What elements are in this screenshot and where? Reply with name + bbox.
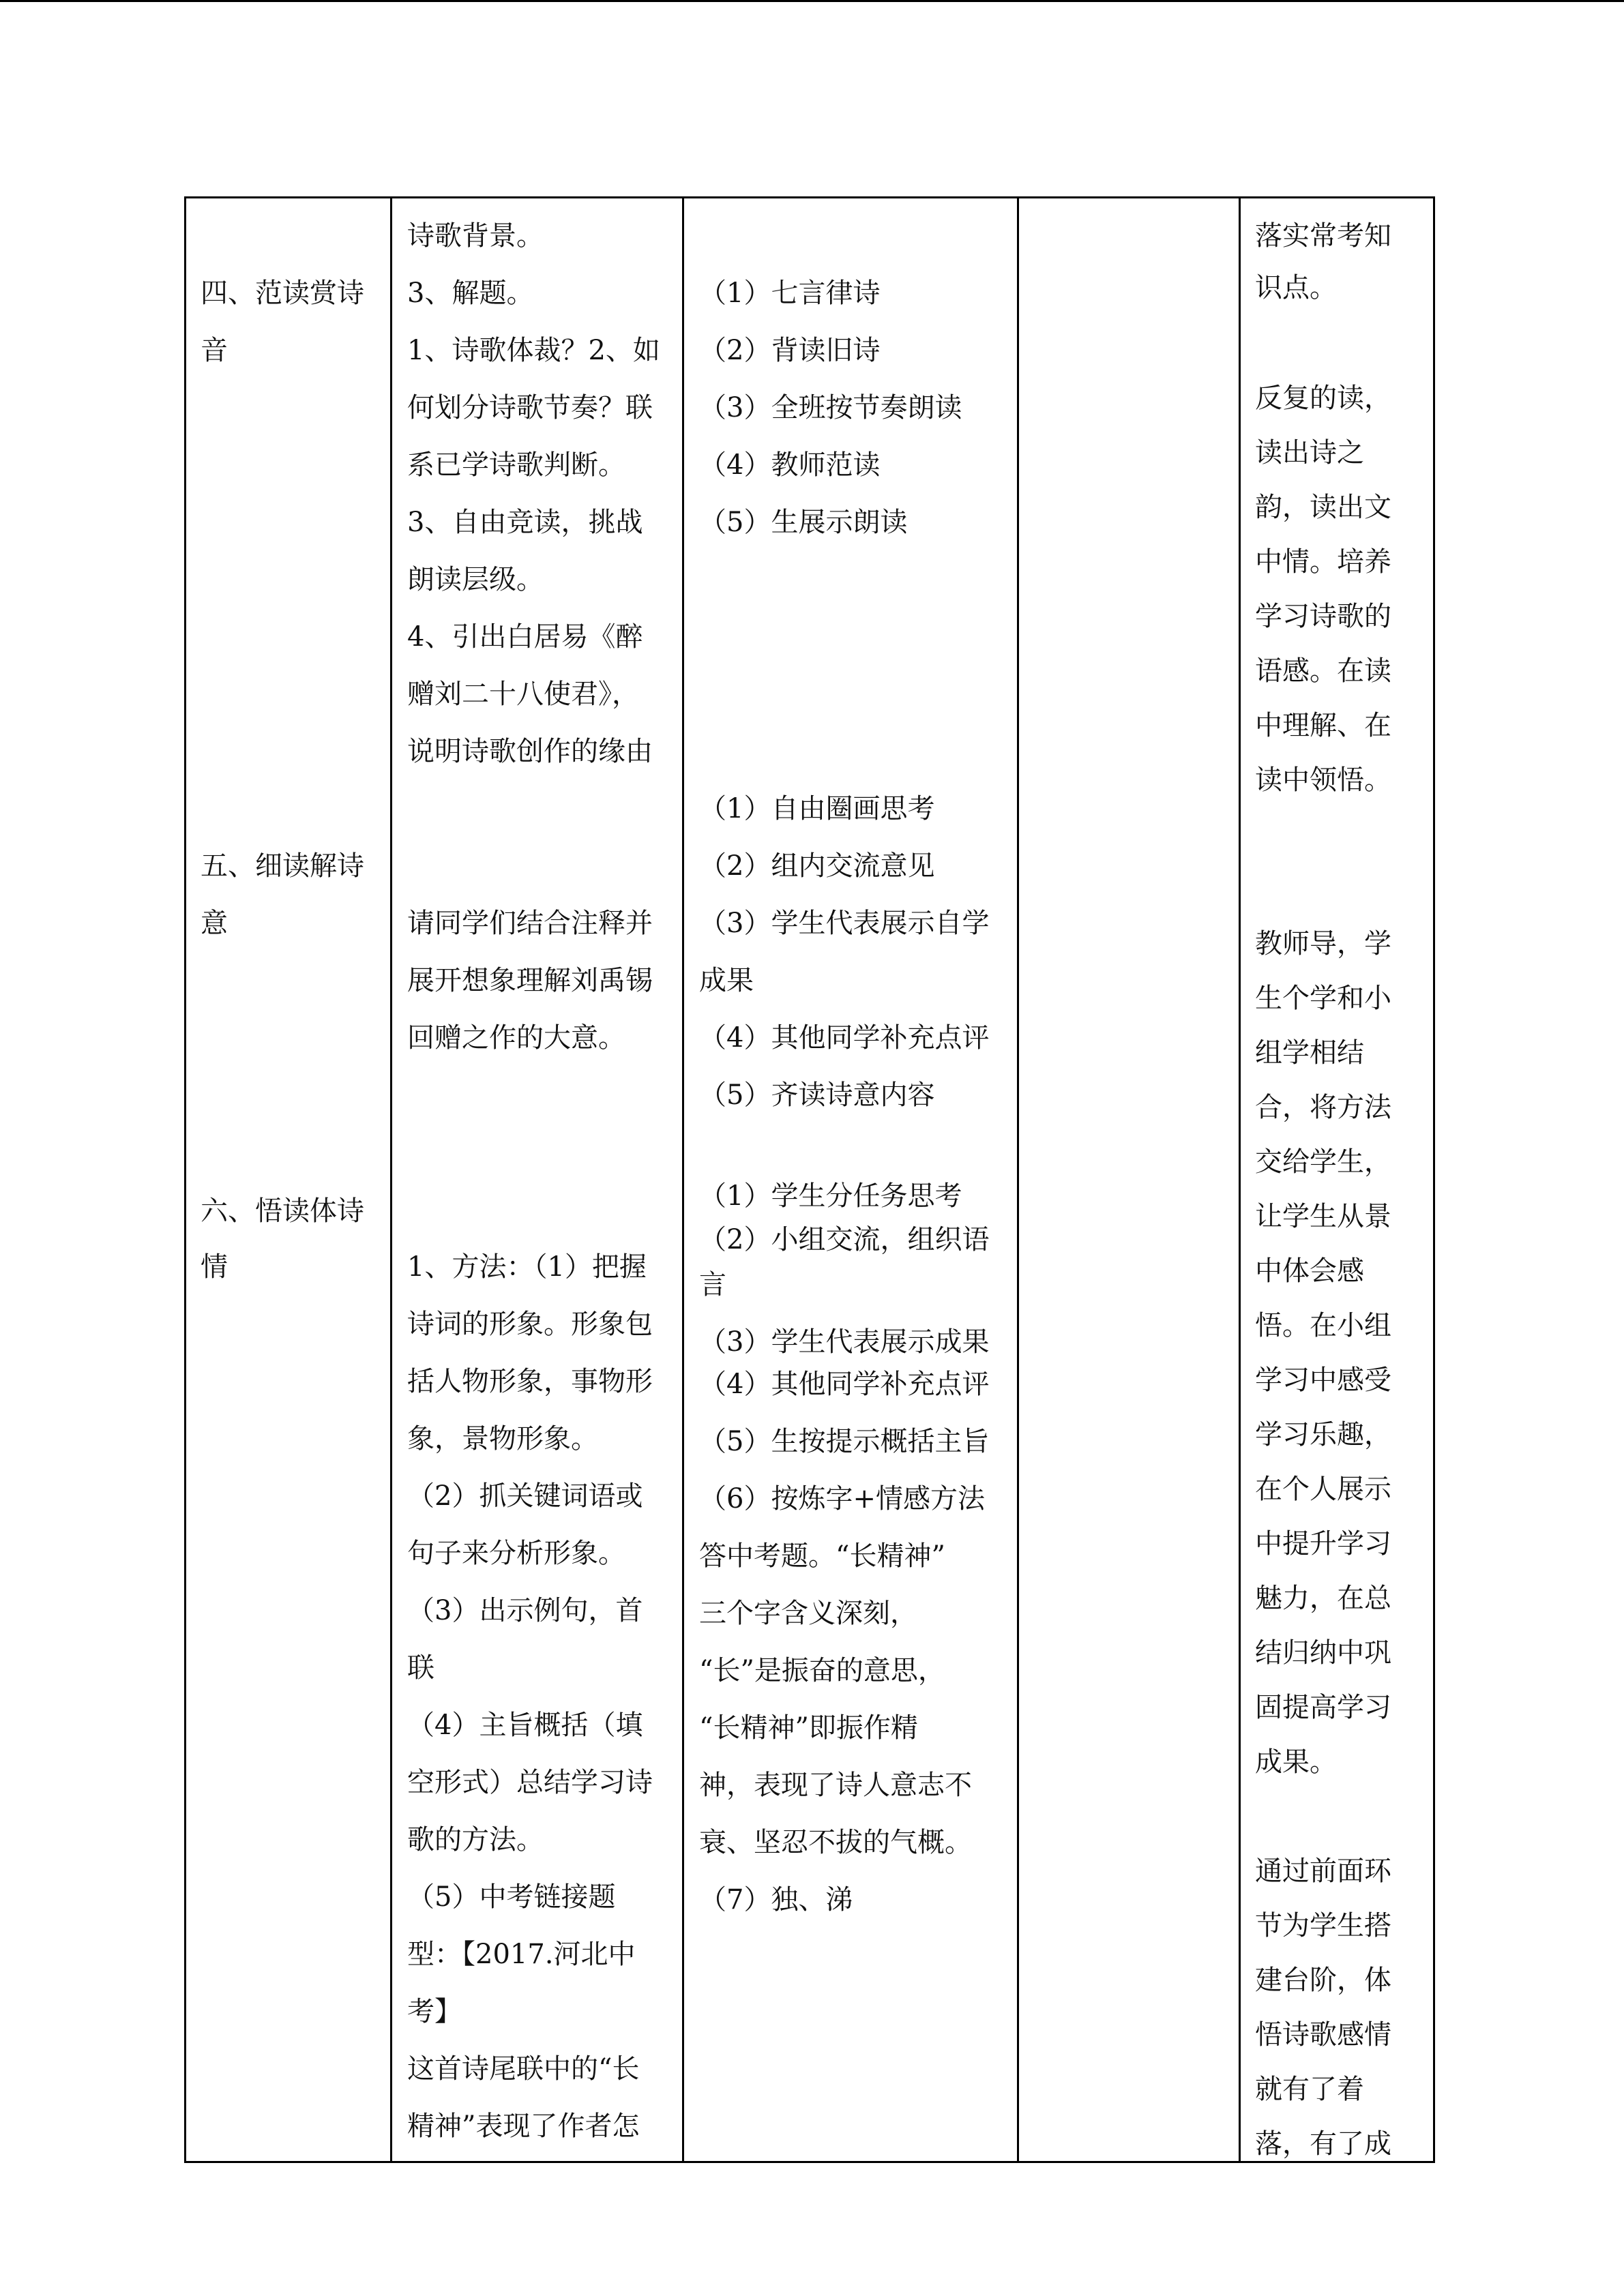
- student-line: 成果: [699, 965, 754, 996]
- intent-line: 让学生从景: [1255, 1201, 1391, 1232]
- intent-line: 读出诗之: [1255, 437, 1364, 468]
- intent-line: 固提高学习: [1255, 1692, 1391, 1723]
- intent-line: 落，有了成: [1255, 2128, 1391, 2160]
- teacher-line: 歌的方法。: [407, 1824, 544, 1855]
- teacher-line: 朗读层级。: [407, 564, 544, 595]
- intent-line: 魅力，在总: [1255, 1583, 1391, 1614]
- teacher-line: 请同学们结合注释并: [407, 908, 653, 939]
- intent-line: 落实常考知: [1255, 220, 1391, 252]
- intent-line: 学习中感受: [1255, 1365, 1391, 1396]
- intent-line: 中提升学习: [1255, 1528, 1391, 1560]
- student-line: 三个字含义深刻，: [699, 1598, 917, 1629]
- teacher-line: 赠刘二十八使君》，: [407, 679, 639, 710]
- column-divider: [390, 196, 392, 2163]
- student-line: （3）学生代表展示自学: [699, 908, 990, 939]
- stage-6-heading-cont: 情: [201, 1251, 228, 1283]
- intent-line: 通过前面环: [1255, 1855, 1391, 1887]
- intent-line: 成果。: [1255, 1746, 1337, 1778]
- student-line: （2）组内交流意见: [699, 850, 935, 882]
- teacher-line: （2）抓关键词语或: [407, 1480, 643, 1512]
- student-line: （3）学生代表展示成果: [699, 1326, 990, 1358]
- teacher-line: 象，景物形象。: [407, 1423, 598, 1455]
- teacher-line: 展开想象理解刘禹锡: [407, 965, 653, 996]
- student-line: （4）其他同学补充点评: [699, 1369, 990, 1400]
- student-line: （3）全班按节奏朗读: [699, 392, 962, 423]
- student-line: “长精神”即振作精: [699, 1712, 918, 1744]
- teacher-line: 联: [407, 1652, 434, 1684]
- intent-line: 组学相结: [1255, 1037, 1364, 1069]
- teacher-line: 诗歌背景。: [407, 220, 544, 252]
- page-top-border: [0, 0, 1624, 2]
- student-line: （2）背读旧诗: [699, 335, 881, 366]
- intent-line: 韵，读出文: [1255, 492, 1391, 523]
- intent-line: 交给学生，: [1255, 1146, 1391, 1178]
- student-line: （5）齐读诗意内容: [699, 1079, 935, 1111]
- teacher-line: 这首诗尾联中的“长: [407, 2053, 640, 2085]
- teacher-line: 系已学诗歌判断。: [407, 449, 625, 481]
- teacher-line: 括人物形象，事物形: [407, 1366, 653, 1397]
- intent-line: 建台阶，体: [1255, 1965, 1391, 1996]
- teacher-line: 3、自由竞读，挑战: [407, 507, 643, 538]
- student-line: （2）小组交流，组织语: [699, 1224, 990, 1255]
- intent-line: 悟。在小组: [1255, 1310, 1391, 1341]
- stage-5-heading-cont: 意: [201, 908, 228, 939]
- student-line: （1）七言律诗: [699, 278, 881, 309]
- column-divider: [682, 196, 684, 2163]
- column-divider: [1017, 196, 1019, 2163]
- stage-6-heading: 六、悟读体诗: [201, 1195, 364, 1227]
- intent-line: 识点。: [1255, 272, 1337, 303]
- teacher-line: （4）主旨概括（填: [407, 1710, 643, 1741]
- teacher-line: 1、诗歌体裁？2、如: [407, 335, 660, 366]
- teacher-line: （5）中考链接题: [407, 1881, 616, 1913]
- teacher-line: （3）出示例句，首: [407, 1595, 643, 1626]
- teacher-line: 型：【2017.河北中: [407, 1939, 636, 1970]
- teacher-line: 考】: [407, 1996, 462, 2027]
- teacher-line: 说明诗歌创作的缘由: [407, 736, 653, 767]
- teacher-line: 精神”表现了作者怎: [407, 2111, 640, 2142]
- intent-line: 合，将方法: [1255, 1092, 1391, 1123]
- teacher-line: 3、解题。: [407, 278, 534, 309]
- student-line: 衰、坚忍不拔的气概。: [699, 1827, 972, 1858]
- student-line: 答中考题。“长精神”: [699, 1540, 945, 1572]
- teacher-line: 诗词的形象。形象包: [407, 1309, 653, 1340]
- intent-line: 节为学生搭: [1255, 1910, 1391, 1941]
- teacher-line: 4、引出白居易《醉: [407, 621, 643, 653]
- intent-line: 就有了着: [1255, 2074, 1364, 2105]
- stage-5-heading: 五、细读解诗: [201, 850, 364, 882]
- teacher-line: 何划分诗歌节奏？联: [407, 392, 653, 423]
- intent-line: 中理解、在: [1255, 710, 1391, 741]
- student-line: （4）其他同学补充点评: [699, 1022, 990, 1054]
- teacher-line: 回赠之作的大意。: [407, 1022, 625, 1054]
- student-line: （1）自由圈画思考: [699, 793, 935, 824]
- intent-line: 反复的读，: [1255, 383, 1391, 414]
- intent-line: 生个学和小: [1255, 983, 1391, 1014]
- teacher-line: 空形式）总结学习诗: [407, 1767, 653, 1798]
- intent-line: 学习乐趣，: [1255, 1419, 1391, 1450]
- student-line: （7）独、涕: [699, 1884, 853, 1915]
- stage-4-heading: 四、范读赏诗: [201, 278, 364, 309]
- student-line: 神，表现了诗人意志不: [699, 1770, 972, 1801]
- intent-line: 中体会感: [1255, 1255, 1364, 1287]
- student-line: “长”是振奋的意思，: [699, 1655, 945, 1686]
- student-line: （6）按炼字+情感方法: [699, 1483, 985, 1515]
- intent-line: 语感。在读: [1255, 655, 1391, 687]
- intent-line: 读中领悟。: [1255, 764, 1391, 796]
- intent-line: 教师导，学: [1255, 928, 1391, 959]
- intent-line: 结归纳中巩: [1255, 1637, 1391, 1669]
- intent-line: 中情。培养: [1255, 546, 1391, 578]
- student-line: （4）教师范读: [699, 449, 881, 481]
- column-divider: [1239, 196, 1241, 2163]
- student-line: （5）生展示朗读: [699, 507, 908, 538]
- teacher-line: 句子来分析形象。: [407, 1538, 625, 1569]
- intent-line: 学习诗歌的: [1255, 601, 1391, 632]
- teacher-line: 1、方法：（1）把握: [407, 1251, 647, 1283]
- stage-4-heading-cont: 音: [201, 335, 228, 366]
- intent-line: 在个人展示: [1255, 1474, 1391, 1505]
- student-line: （5）生按提示概括主旨: [699, 1426, 990, 1457]
- student-line: （1）学生分任务思考: [699, 1180, 962, 1212]
- intent-line: 悟诗歌感情: [1255, 2019, 1391, 2051]
- student-line: 言: [699, 1269, 726, 1300]
